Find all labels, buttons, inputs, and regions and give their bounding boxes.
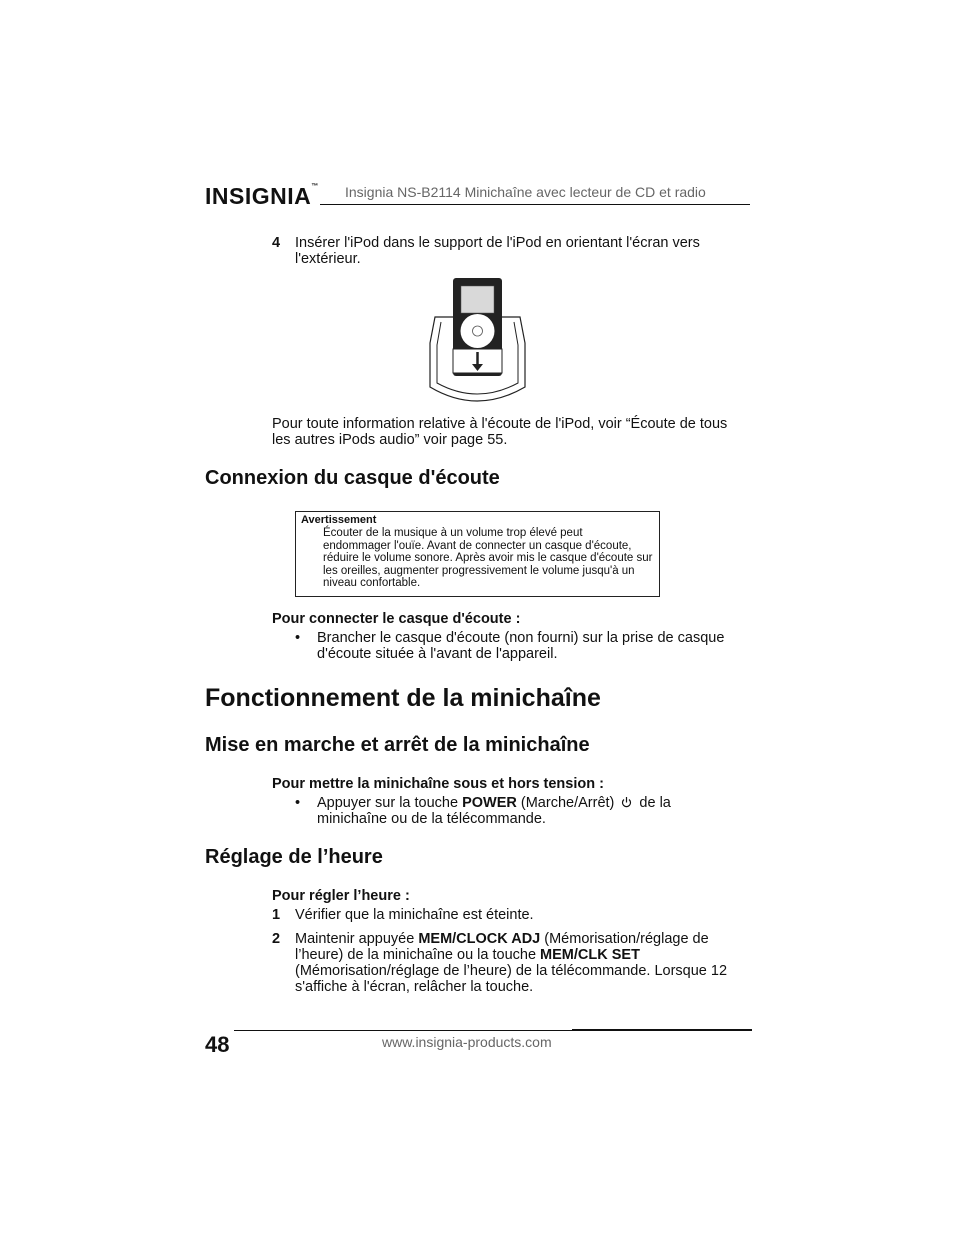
- procedure-title-clock: Pour régler l’heure :: [272, 888, 410, 904]
- ipod-info-paragraph: Pour toute information relative à l'écoute de l'iPod, voir “Écoute de tous les autres iPods audio” voir page 55.: [272, 416, 728, 448]
- step-1-number: 1: [272, 907, 281, 923]
- insignia-logo: INSIGNIA™: [205, 183, 319, 209]
- bullet-text-headphones: Brancher le casque d'écoute (non fourni) sur la prise de casque d'écoute située à l'avant de l'appareil.: [317, 630, 725, 662]
- procedure-title-headphones: Pour connecter le casque d'écoute :: [272, 611, 521, 627]
- step-4-number: 4: [272, 235, 281, 251]
- footer-divider: [234, 1030, 574, 1031]
- step-1-text: Vérifier que la minichaîne est éteinte.: [295, 907, 534, 923]
- warning-title: Avertissement: [301, 514, 377, 526]
- page-number: 48: [205, 1032, 230, 1057]
- section-heading-operation: Fonctionnement de la minichaîne: [205, 684, 601, 712]
- footer-divider-thick: [572, 1029, 752, 1031]
- section-heading-headphones: Connexion du casque d'écoute: [205, 467, 500, 489]
- footer-url: www.insignia-products.com: [382, 1034, 552, 1050]
- step-2-text: Maintenir appuyée MEM/CLOCK ADJ (Mémorisation/réglage de l’heure) de la minichaîne ou la touche MEM/CLK SET (Mémorisation/réglage de l’heure) de la télécommande. Lorsque 12 s'affiche à l'écran, relâcher la touche.: [295, 931, 728, 995]
- section-heading-clock: Réglage de l’heure: [205, 846, 383, 868]
- bullet-marker: •: [295, 795, 301, 811]
- step-4-text: Insérer l'iPod dans le support de l'iPod en orientant l'écran vers l'extérieur.: [295, 235, 700, 267]
- power-icon: [620, 796, 633, 808]
- header-divider: [320, 204, 750, 205]
- document-header-title: Insignia NS-B2114 Minichaîne avec lecteur de CD et radio: [345, 184, 706, 200]
- ipod-dock-illustration: [425, 275, 530, 415]
- section-heading-power: Mise en marche et arrêt de la minichaîne: [205, 734, 590, 756]
- bullet-marker: •: [295, 630, 301, 646]
- step-2-number: 2: [272, 931, 281, 947]
- warning-text: Écouter de la musique à un volume trop élevé peut endommager l'ouïe. Avant de connecter un casque d'écoute, réduire le volume sonore. Après avoir mis le casque d'écoute sur les oreilles, augmenter progressivement le volume jusqu'à un niveau confortable.: [323, 527, 653, 590]
- ipod-screen: [461, 286, 494, 313]
- procedure-title-power: Pour mettre la minichaîne sous et hors tension :: [272, 776, 604, 792]
- bullet-text-power: Appuyer sur la touche POWER (Marche/Arrêt) de la minichaîne ou de la télécommande.: [317, 795, 671, 827]
